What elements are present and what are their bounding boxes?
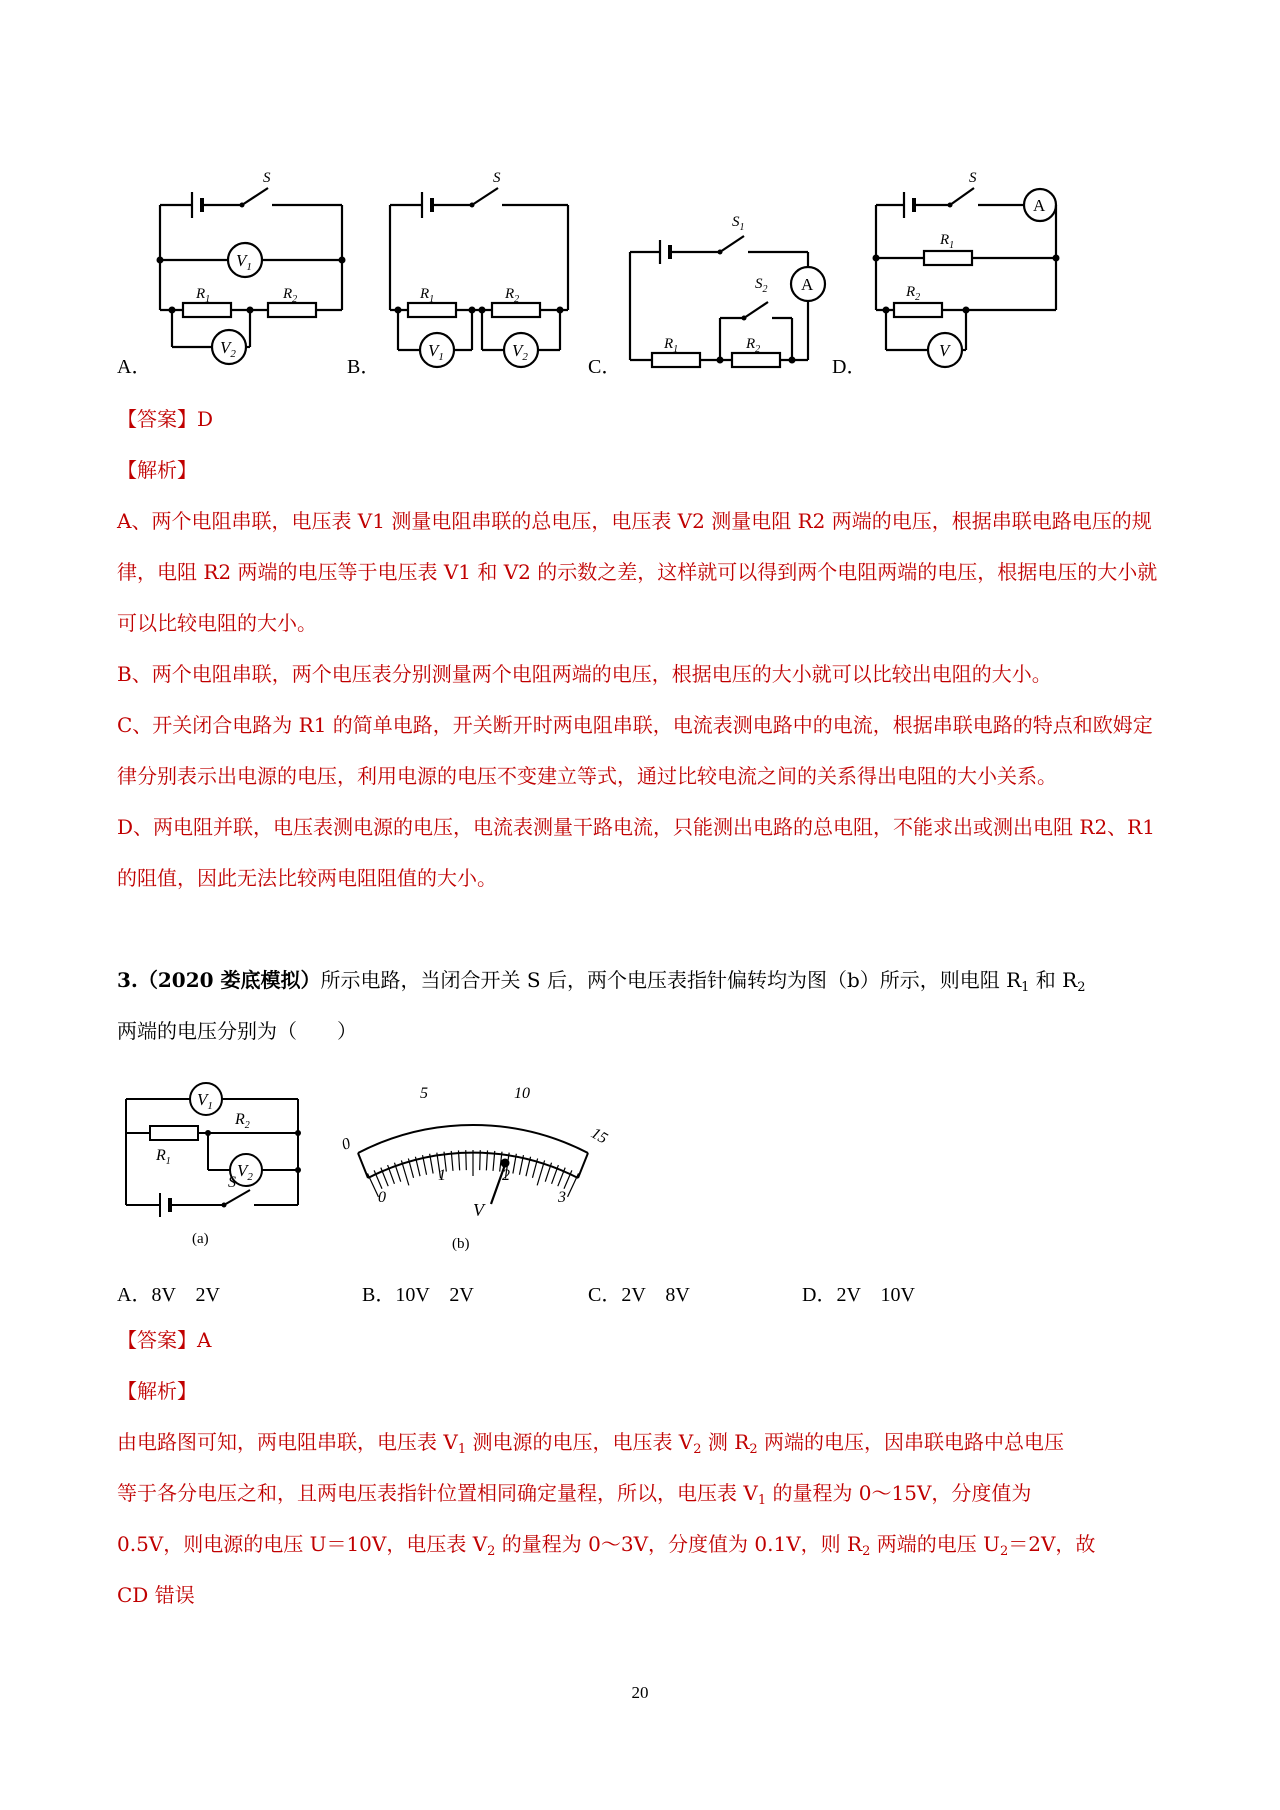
ammeter-label: A xyxy=(801,275,814,294)
switch-label: $S_2$ xyxy=(755,276,768,295)
question-number: 3. xyxy=(117,968,138,992)
upper-tick-label: 15 xyxy=(588,1124,611,1148)
circuit-a xyxy=(150,160,360,370)
option-b-label: B． xyxy=(347,356,381,378)
resistor-label: $R_2$ xyxy=(746,336,761,355)
analysis-paragraph-c: C、开关闭合电路为 R1 的简单电路，开关断开时两电阻串联，电流表测电路中的电流，根据串联电路的特点和欧姆定律分别表示出电源的电压，利用电源的电压不变建立等式，通过比较电流之间的关系得出电阻的大小关系。 xyxy=(117,713,1153,788)
choice-d: D．2V 10V xyxy=(802,1284,915,1306)
voltmeter-label: $V_1$ xyxy=(428,341,444,363)
resistor-label: $R_2$ xyxy=(235,1111,250,1131)
stem-text: 和 R xyxy=(1029,968,1078,992)
choice-b: B．10V 2V xyxy=(362,1284,474,1306)
circuit-d xyxy=(866,160,1076,370)
analysis-line: 等于各分电压之和，且两电压表指针位置相同确定量程，所以，电压表 $V_1$ 的量程为 0～15V，分度值为 xyxy=(117,1481,1032,1508)
q3-stem xyxy=(117,955,1177,1057)
voltmeter-label: $V_2$ xyxy=(512,341,528,363)
resistor-label: $R_2$ xyxy=(283,286,298,305)
question-source: （2020 娄底模拟） xyxy=(137,968,321,992)
dial-tick xyxy=(401,1160,408,1185)
resistor-label: $R_1$ xyxy=(156,1147,171,1167)
lower-tick-label: 2 xyxy=(502,1167,510,1184)
resistor-label: $R_1$ xyxy=(196,286,211,305)
page-number: 20 xyxy=(631,1683,649,1702)
switch-label: $S_1$ xyxy=(732,214,745,233)
option-c-label: C． xyxy=(588,356,622,378)
lower-tick-label: 1 xyxy=(438,1167,446,1184)
resistor-label: $R_2$ xyxy=(505,286,520,305)
upper-tick-label: 5 xyxy=(420,1085,428,1102)
switch-label: S xyxy=(969,170,977,186)
answer-value: D xyxy=(197,407,214,431)
choice-a: A．8V 2V xyxy=(117,1284,220,1306)
answer-bracket: 【答案】 xyxy=(117,407,197,431)
stem-sub: 2 xyxy=(1077,980,1086,995)
q3-answer-analysis xyxy=(117,1315,1167,1621)
answer-bracket: 【答案】 xyxy=(117,1328,197,1352)
voltmeter-label: $V_1$ xyxy=(197,1090,213,1112)
ammeter-label: A xyxy=(1033,196,1046,215)
figure-caption: (a) xyxy=(192,1231,209,1247)
analysis-paragraph-b: B、两个电阻串联，两个电压表分别测量两个电阻两端的电压，根据电压的大小就可以比较出电阻的大小。 xyxy=(117,662,1052,686)
analysis-bracket: 【解析】 xyxy=(117,458,197,482)
upper-tick-label: 10 xyxy=(514,1085,530,1102)
resistor-label: $R_2$ xyxy=(906,284,921,303)
voltmeter-label: $V_2$ xyxy=(237,1161,253,1183)
resistor-label: $R_1$ xyxy=(940,232,955,251)
answer-value: A xyxy=(197,1328,212,1352)
analysis-bracket: 【解析】 xyxy=(117,1379,197,1403)
analysis-paragraph-d: D、两电阻并联，电压表测电源的电压，电流表测量干路电流，只能测出电路的总电阻，不能求出或测出电阻 R2、R1 的阻值，因此无法比较两电阻阻值的大小。 xyxy=(117,815,1155,890)
switch-label: S xyxy=(263,170,271,186)
voltmeter-label: $V_2$ xyxy=(220,338,236,360)
analysis-line: 由电路图可知，两电阻串联，电压表 $V_1$ 测电源的电压，电压表 $V_2$ 测 $R_2$ 两端的电压，因串联电路中总电压 xyxy=(117,1430,1064,1457)
analysis-paragraph-a: A、两个电阻串联，电压表 V1 测量电阻串联的总电压，电压表 V2 测量电阻 R2 两端的电压，根据串联电路电压的规律，电阻 R2 两端的电压等于电压表 V1 和 V2 的示数之差，这样就可以得到两个电阻两端的电压，根据电压的大小就可以比较电阻的大小。 xyxy=(117,509,1158,635)
circuit-c xyxy=(620,200,840,375)
meter-letter: V xyxy=(473,1200,484,1220)
upper-tick-label: 0 xyxy=(339,1135,353,1154)
choice-c: C．2V 8V xyxy=(588,1284,690,1306)
option-d-label: D． xyxy=(832,356,867,378)
dial-tick xyxy=(537,1160,544,1185)
stem-text: 所示电路，当闭合开关 S 后，两个电压表指针偏转均为图（b）所示，则电阻 R xyxy=(320,968,1022,992)
dial-tick xyxy=(480,1150,481,1170)
voltmeter-dial-fig-b xyxy=(330,1070,630,1255)
resistor-label: $R_1$ xyxy=(420,286,435,305)
circuit-b xyxy=(380,160,590,370)
stem-text: 两端的电压分别为（ ） xyxy=(117,1019,357,1043)
voltmeter-label: $V_1$ xyxy=(236,251,252,273)
stem-sub: 1 xyxy=(1021,980,1030,995)
switch-label: S xyxy=(493,170,501,186)
option-a-label: A． xyxy=(117,356,152,378)
figure-caption: (b) xyxy=(452,1236,470,1252)
resistor-label: $R_1$ xyxy=(664,336,679,355)
voltmeter-label: V xyxy=(939,341,950,360)
circuit-fig-a xyxy=(120,1075,310,1255)
lower-tick-label: 3 xyxy=(558,1189,566,1206)
analysis-line: CD 错误 xyxy=(117,1583,195,1607)
lower-tick-label: 0 xyxy=(378,1189,386,1206)
analysis-line: 0.5V，则电源的电压 U＝10V，电压表 $V_2$ 的量程为 0～3V，分度值为 0.1V，则 $R_2$ 两端的电压 $U_2=2V$，故 xyxy=(117,1532,1096,1559)
switch-label: S xyxy=(228,1174,236,1191)
q2-answer xyxy=(117,394,1167,904)
dial-tick xyxy=(466,1150,467,1170)
